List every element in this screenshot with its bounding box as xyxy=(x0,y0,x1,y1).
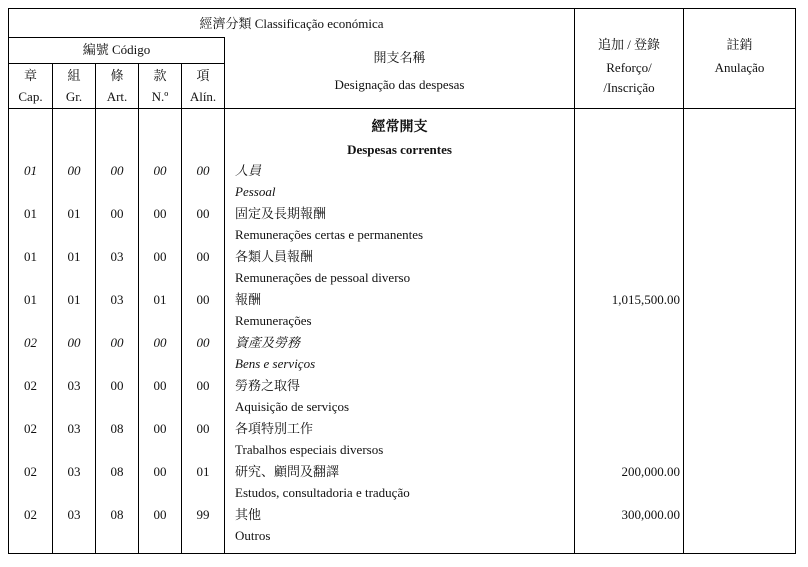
row-alin-code: 01 xyxy=(196,464,210,479)
row-alin-code: 00 xyxy=(196,163,210,178)
row-art-code: 00 xyxy=(110,378,124,393)
col-cap-zh: 章 xyxy=(23,68,37,83)
reforco-header-zh: 追加 / 登錄 xyxy=(597,37,661,52)
row-alin-code: 00 xyxy=(196,292,210,307)
row-art-code: 00 xyxy=(110,163,124,178)
section-title-pt: Despesas correntes xyxy=(347,142,452,157)
rule-bottom xyxy=(8,553,796,554)
row-designation-zh: 其他 xyxy=(235,507,262,522)
col-gr-pt: Gr. xyxy=(65,89,83,104)
row-gr-code: 01 xyxy=(67,249,81,264)
rule-header-bottom xyxy=(8,108,796,109)
col-cap-pt: Cap. xyxy=(18,89,43,104)
row-n-code: 00 xyxy=(153,507,167,522)
row-gr-code: 01 xyxy=(67,206,81,221)
row-n-code: 00 xyxy=(153,249,167,264)
row-cap-code: 02 xyxy=(24,464,37,479)
classification-header: 經濟分類 Classificação económica xyxy=(199,16,384,31)
row-n-code: 01 xyxy=(153,292,167,307)
row-designation-pt: Remunerações xyxy=(235,313,312,328)
row-n-code: 00 xyxy=(153,206,167,221)
col-n-pt: N.º xyxy=(151,89,169,104)
row-designation-pt: Trabalhos especiais diversos xyxy=(235,442,384,457)
row-designation-zh: 固定及長期報酬 xyxy=(235,206,327,221)
row-gr-code: 03 xyxy=(67,421,81,436)
row-cap-code: 01 xyxy=(24,206,37,221)
row-alin-code: 00 xyxy=(196,335,210,350)
rule-right xyxy=(795,8,796,554)
row-gr-code: 00 xyxy=(67,335,81,350)
row-cap-code: 02 xyxy=(24,421,37,436)
rule-code xyxy=(8,63,224,64)
row-art-code: 08 xyxy=(110,464,124,479)
row-art-code: 08 xyxy=(110,507,124,522)
row-art-code: 00 xyxy=(110,335,124,350)
rule-col2 xyxy=(95,63,96,554)
row-designation-pt: Remunerações de pessoal diverso xyxy=(235,270,411,285)
row-designation-zh: 研究、顧問及翻譯 xyxy=(235,464,340,479)
row-gr-code: 03 xyxy=(67,507,81,522)
col-alin-pt: Alín. xyxy=(189,89,217,104)
row-designation-pt: Remunerações certas e permanentes xyxy=(235,227,424,242)
row-art-code: 03 xyxy=(110,292,124,307)
col-n-zh: 款 xyxy=(153,68,167,83)
row-n-code: 00 xyxy=(153,421,167,436)
col-gr-zh: 組 xyxy=(67,68,81,83)
row-amount: 300,000.00 xyxy=(621,507,680,522)
rule-col4 xyxy=(181,63,182,554)
row-cap-code: 01 xyxy=(24,292,37,307)
row-amount: 1,015,500.00 xyxy=(611,292,680,307)
row-designation-zh: 人員 xyxy=(235,163,262,178)
row-gr-code: 03 xyxy=(67,378,81,393)
row-art-code: 00 xyxy=(110,206,124,221)
rule-col5 xyxy=(224,37,225,554)
row-amount: 200,000.00 xyxy=(621,464,680,479)
row-designation-zh: 資產及勞務 xyxy=(235,335,301,350)
row-alin-code: 00 xyxy=(196,378,210,393)
row-designation-zh: 報酬 xyxy=(235,292,262,307)
row-designation-zh: 各類人員報酬 xyxy=(235,249,314,264)
row-n-code: 00 xyxy=(153,464,167,479)
row-n-code: 00 xyxy=(153,335,167,350)
row-designation-zh: 勞務之取得 xyxy=(235,378,301,393)
row-designation-pt: Estudos, consultadoria e tradução xyxy=(235,485,410,500)
row-designation-pt: Aquisição de serviços xyxy=(235,399,350,414)
reforco-header-pt2: /Inscrição xyxy=(603,80,655,95)
row-art-code: 03 xyxy=(110,249,124,264)
row-designation-pt: Pessoal xyxy=(235,184,276,199)
rule-col1 xyxy=(52,63,53,554)
row-cap-code: 01 xyxy=(24,249,37,264)
row-gr-code: 03 xyxy=(67,464,81,479)
row-cap-code: 01 xyxy=(24,163,37,178)
designation-header-zh: 開支名稱 xyxy=(373,50,426,65)
row-gr-code: 00 xyxy=(67,163,81,178)
col-art-zh: 條 xyxy=(110,68,124,83)
row-n-code: 00 xyxy=(153,163,167,178)
col-alin-zh: 項 xyxy=(196,68,210,83)
reforco-header-pt1: Reforço/ xyxy=(606,60,652,75)
section-title-zh: 經常開支 xyxy=(371,120,428,135)
rule-col7 xyxy=(683,8,684,554)
rule-col3 xyxy=(138,63,139,554)
row-cap-code: 02 xyxy=(24,507,37,522)
row-alin-code: 00 xyxy=(196,206,210,221)
rule-top xyxy=(8,8,796,9)
rule-classification xyxy=(8,37,224,38)
designation-header-pt: Designação das despesas xyxy=(334,77,465,92)
row-n-code: 00 xyxy=(153,378,167,393)
row-cap-code: 02 xyxy=(24,378,37,393)
row-alin-code: 99 xyxy=(196,507,210,522)
row-cap-code: 02 xyxy=(24,335,37,350)
row-designation-pt: Outros xyxy=(235,528,271,543)
col-art-pt: Art. xyxy=(106,89,128,104)
anulacao-header-zh: 註銷 xyxy=(726,37,753,52)
row-designation-pt: Bens e serviços xyxy=(235,356,316,371)
code-header: 編號 Código xyxy=(82,42,151,57)
row-designation-zh: 各項特別工作 xyxy=(235,421,314,436)
anulacao-header-pt: Anulação xyxy=(714,60,765,75)
row-art-code: 08 xyxy=(110,421,124,436)
row-alin-code: 00 xyxy=(196,421,210,436)
row-alin-code: 00 xyxy=(196,249,210,264)
row-gr-code: 01 xyxy=(67,292,81,307)
